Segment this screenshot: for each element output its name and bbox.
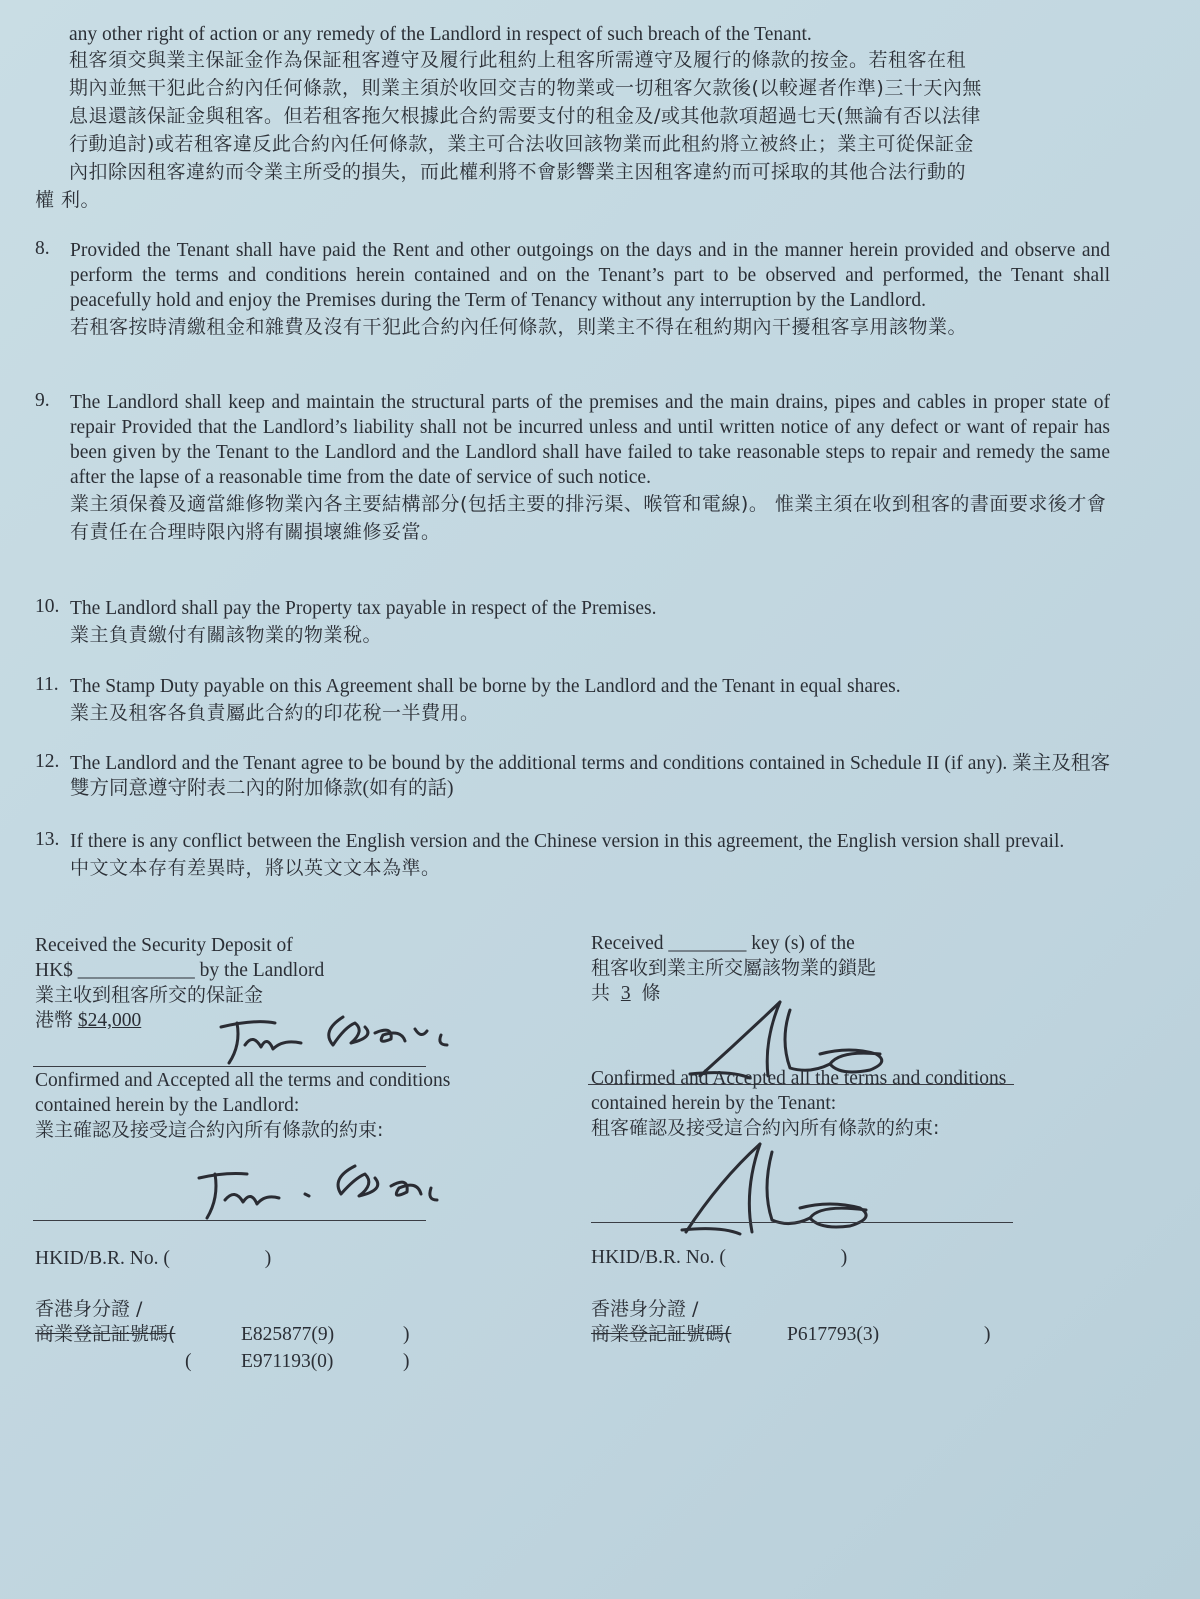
clause-13: [35, 829, 1110, 882]
tenant-confirm-l2: contained herein by the Tenant:: [591, 1093, 837, 1114]
clause-8: [35, 238, 1110, 341]
deposit-amount: $24,000: [77, 1010, 142, 1031]
clause-10: [35, 596, 1110, 649]
landlord-deposit-signature: [215, 1005, 455, 1065]
tenant-signature-line: [591, 1222, 1013, 1223]
landlord-id-2: E971193(0): [241, 1351, 334, 1372]
clause-8-zh: 若租客按時清繳租金和雜費及沒有干犯此合約內任何條款，則業主不得在租約期內干擾租客享用該物業。: [70, 316, 968, 338]
clause-10-zh: 業主負責繳付有關該物業的物業稅。: [70, 624, 383, 646]
landlord-confirm-l2: contained herein by the Landlord:: [35, 1095, 300, 1116]
clause-9-en: The Landlord shall keep and maintain the structural parts of the premises and the main drains, pipes and cables in proper state of repair Provided that the Landlord’s liability shall not be incurred unless and until written notice of any defect or want of repair has been given by the Tenant to the Landlord and the Landlord shall have failed to take reasonable steps to repair and remedy the same after the lapse of a reasonable time from the date of service of such notice.: [70, 392, 1110, 488]
landlord-id-row-2: [35, 1349, 515, 1376]
clause-13-zh: 中文文本存有差異時，將以英文文本為準。: [70, 857, 441, 879]
landlord-signature-line: [33, 1220, 426, 1221]
tenant-id-1: P617793(3): [787, 1324, 880, 1345]
landlord-confirm-block: [35, 1068, 535, 1143]
keys-total-zh: 共: [591, 982, 611, 1004]
keys-zh-label: 租客收到業主所交屬該物業的鎖匙: [591, 957, 877, 979]
landlord-signature: [195, 1158, 455, 1223]
keys-received-label: Received: [591, 933, 664, 954]
clause-11-zh: 業主及租客各負責屬此合約的印花稅一半費用。: [70, 702, 480, 724]
clause-7-zh-line: 息退還該保証金與租客。但若租客拖欠根據此合約需要支付的租金及/或其他款項超過七天(無論有否以法律: [69, 105, 981, 127]
landlord-id-row-1: [35, 1322, 515, 1349]
tenant-id-block: [591, 1297, 1071, 1349]
landlord-hkid: [35, 1246, 515, 1271]
tenant-id-row-1: [591, 1322, 1071, 1349]
landlord-confirm-l1: Confirmed and Accepted all the terms and conditions: [35, 1070, 451, 1091]
clause-8-en: Provided the Tenant shall have paid the Rent and other outgoings on the days and in the manner herein provided and observe and perform the terms and conditions herein contained and on the Tenant’s part to be observed and performed, the Tenant shall peacefully hold and enjoy the Premises during the Term of Tenancy without any interruption by the Landlord.: [70, 240, 1110, 311]
deposit-by-landlord: by the Landlord: [199, 960, 325, 981]
tenant-hkid: [591, 1245, 1071, 1270]
landlord-id-1: E825877(9): [241, 1324, 335, 1345]
clause-number: 12.: [35, 751, 60, 772]
tenant-confirm-zh: 租客確認及接受這合約內所有條款的約束:: [591, 1117, 940, 1139]
clause-9-zh: 業主須保養及適當維修物業內各主要結構部分(包括主要的排污渠、喉管和電線)。 惟業主須在收到租客的書面要求後才會有責任在合理時限內將有關損壞維修妥當。: [70, 493, 1107, 543]
tenant-confirm-l1: Confirmed and Accepted all the terms and conditions: [591, 1068, 1007, 1089]
landlord-id-1-close: ): [403, 1324, 410, 1345]
keys-count: 3: [620, 983, 631, 1004]
landlord-br-label-struck: 商業登記証號碼(: [35, 1323, 176, 1345]
hk-currency-label: HK$: [35, 960, 73, 981]
landlord-confirm-zh: 業主確認及接受這合約內所有條款的約束:: [35, 1119, 384, 1141]
tenant-hkid-close: ): [840, 1247, 848, 1268]
clause-number: 11.: [35, 674, 59, 695]
deposit-received-label: Received the Security Deposit of: [35, 935, 293, 956]
clause-7-zh-line: 行動追討)或若租客違反此合約內任何條款，業主可合法收回該物業而此租約將立被終止；業主可從保証金: [69, 133, 974, 155]
keys-of-the: key (s) of the: [751, 933, 855, 954]
clause-7-zh-last-line: 權 利。: [35, 189, 101, 211]
deposit-zh-label: 業主收到租客所交的保証金: [35, 984, 264, 1006]
clause-7-zh-line: 租客須交與業主保証金作為保証租客遵守及履行此租約上租客所需遵守及履行的條款的按金。若租客在租: [69, 49, 967, 71]
keys-received-line: [591, 931, 1071, 956]
deposit-blank: ____________: [77, 960, 195, 981]
landlord-deposit-signature-line: [33, 1066, 426, 1067]
landlord-hkid-label: HKID/B.R. No. (: [35, 1248, 170, 1269]
clause-9: [35, 390, 1110, 546]
clause-12-en: The Landlord and the Tenant agree to be bound by the additional terms and conditions contained in Schedule II (if any). 業主及租客雙方同意遵守附表二內的附加條款(如有的話): [70, 753, 1110, 799]
clause-13-en: If there is any conflict between the English version and the Chinese version in this agreement, the English version shall prevail.: [70, 831, 1065, 852]
clause-11-en: The Stamp Duty payable on this Agreement shall be borne by the Landlord and the Tenant in equal shares.: [70, 676, 901, 697]
landlord-id-2-close: ): [403, 1351, 410, 1372]
keys-unit-zh: 條: [641, 982, 661, 1004]
clause-number: 13.: [35, 829, 60, 850]
tenant-id-zh-l1: 香港身分證 /: [591, 1298, 699, 1320]
tenant-confirm-block: [591, 1066, 1091, 1141]
clause-7-zh-line: 內扣除因租客違約而令業主所受的損失，而此權利將不會影響業主因租客違約而可採取的其他合法行動的: [69, 161, 967, 183]
landlord-id-2-open: (: [185, 1351, 192, 1372]
clause-number: 9.: [35, 390, 50, 411]
clause-12: [35, 751, 1110, 801]
hk-dollar-zh: 港幣: [35, 1009, 74, 1031]
tenant-signature: [680, 1140, 900, 1240]
keys-blank: ________: [668, 933, 747, 954]
deposit-hk-line: [35, 958, 515, 983]
tenant-hkid-label: HKID/B.R. No. (: [591, 1247, 726, 1268]
tenant-id-1-close: ): [984, 1324, 991, 1345]
tenant-br-label-struck: 商業登記証號碼(: [591, 1323, 732, 1345]
clause-number: 10.: [35, 596, 60, 617]
clause-7-continuation-zh: [69, 46, 1099, 186]
landlord-id-block: [35, 1297, 515, 1376]
clause-number: 8.: [35, 238, 50, 259]
clause-7-continuation-en: any other right of action or any remedy of the Landlord in respect of such breach of the Tenant.: [69, 24, 812, 45]
clause-7-zh-line: 期內並無干犯此合約內任何條款，則業主須於收回交吉的物業或一切租客欠款後(以較遲者作準)三十天內無: [69, 77, 982, 99]
landlord-id-zh-l1: 香港身分證 /: [35, 1298, 143, 1320]
landlord-hkid-close: ): [264, 1248, 272, 1269]
clause-11: [35, 674, 1110, 727]
clause-10-en: The Landlord shall pay the Property tax payable in respect of the Premises.: [70, 598, 657, 619]
